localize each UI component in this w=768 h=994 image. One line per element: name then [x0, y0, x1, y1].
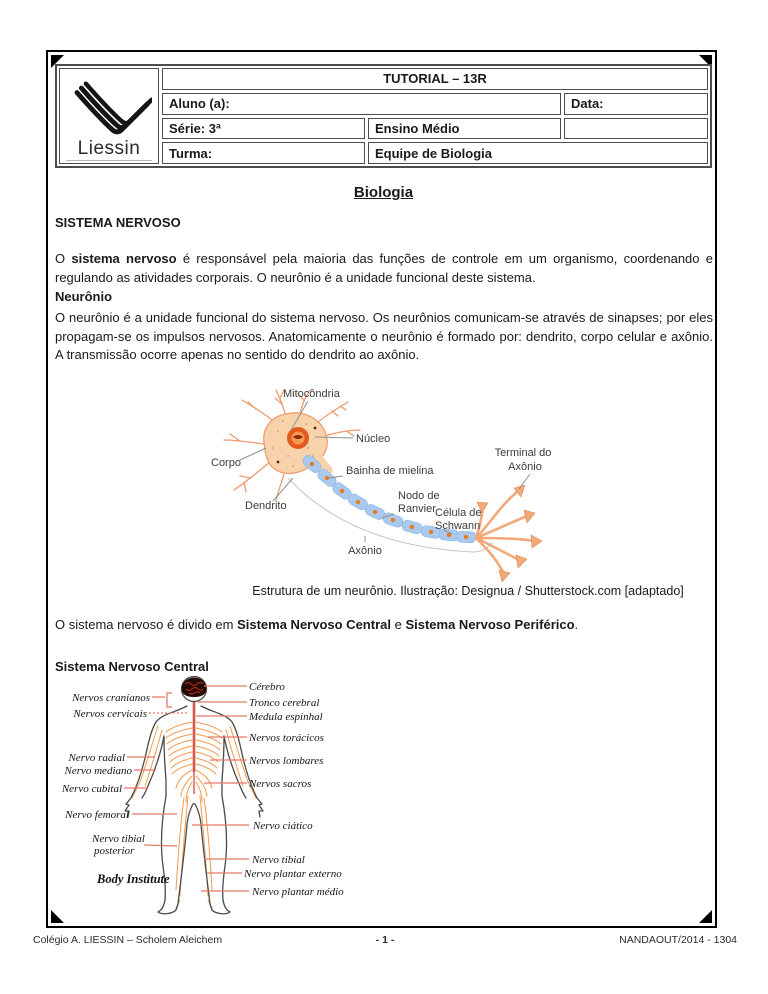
- page-footer: [33, 934, 737, 946]
- label-celula-de-schwann-2: Schwann: [435, 520, 481, 532]
- liessin-logo-icon: [66, 73, 152, 137]
- nucleus: [287, 427, 309, 449]
- heading-sistema-nervoso-central: Sistema Nervoso Central: [55, 659, 209, 674]
- label-nervo-plantar-externo: Nervo plantar externo: [244, 868, 342, 880]
- heading-sistema-nervoso: SISTEMA NERVOSO: [55, 215, 181, 230]
- label-cerebro: Cérebro: [249, 681, 285, 693]
- header-cell-serie: Série: 3ª: [162, 118, 365, 140]
- label-tronco-cerebral: Tronco cerebral: [249, 697, 320, 709]
- label-nervo-tibial-posterior-1: Nervo tibial: [92, 833, 145, 845]
- label-nervo-radial: Nervo radial: [68, 752, 125, 764]
- header-cell-ensino: Ensino Médio: [368, 118, 561, 140]
- heading-neuronio: Neurônio: [55, 289, 113, 304]
- label-nervo-mediano: Nervo mediano: [64, 765, 132, 777]
- label-medula-espinhal: Medula espinhal: [249, 711, 323, 723]
- label-terminal-do-axonio-2: Axônio: [508, 461, 542, 473]
- label-nervos-cranianos: Nervos cranianos: [72, 692, 150, 704]
- logo-cell: [59, 68, 159, 164]
- label-nodo-de-ranvier-2: Ranvier: [398, 503, 436, 515]
- label-corpo: Corpo: [211, 457, 241, 469]
- paragraph-1: O sistema nervoso é responsável pela maioria das funções de controle em um organismo, coordenando e regulando as atividades corporais. O neurônio é a unidade funcional deste sistema.: [55, 251, 713, 285]
- neuron-figure: [188, 386, 608, 584]
- paragraph-3: O sistema nervoso é divido em Sistema Nervoso Central e Sistema Nervoso Periférico.: [55, 617, 579, 632]
- label-nervos-sacros: Nervos sacros: [249, 778, 312, 790]
- label-nervo-ciatico: Nervo ciático: [253, 820, 313, 832]
- label-nodo-de-ranvier-1: Nodo de: [398, 490, 440, 502]
- header-cell-data: Data:: [564, 93, 708, 115]
- label-nervo-tibial: Nervo tibial: [252, 854, 305, 866]
- label-bainha-de-mielina: Bainha de mielina: [346, 465, 434, 477]
- label-nervos-cervicais: Nervos cervicais: [73, 708, 147, 720]
- footer-school: Colégio A. LIESSIN – Scholem Aleichem: [33, 934, 223, 946]
- label-nervo-tibial-posterior-2: posterior: [94, 845, 135, 857]
- body-figure: [52, 676, 397, 924]
- label-nervo-cubital: Nervo cubital: [61, 783, 122, 795]
- label-nucleo: Núcleo: [356, 433, 391, 445]
- logo-wordmark: Liessin: [66, 138, 152, 161]
- header-cell-tutorial: TUTORIAL – 13R: [162, 68, 708, 90]
- label-nervo-femoral: Nervo femoral: [65, 809, 129, 821]
- header-cell-turma: Turma:: [162, 142, 365, 164]
- label-celula-de-schwann-1: Célula de: [435, 507, 482, 519]
- label-terminal-do-axonio-1: Terminal do: [494, 447, 552, 459]
- label-nervo-plantar-medio: Nervo plantar médio: [252, 886, 344, 898]
- label-body-institute: Body Institute: [97, 872, 170, 886]
- header-cell-aluno: Aluno (a):: [162, 93, 561, 115]
- corner-mark-bottom-right: [699, 910, 712, 923]
- page-title: Biologia: [353, 184, 414, 201]
- figure1-caption: Estrutura de um neurônio. Ilustração: Designua / Shutterstock.com [adaptado]: [252, 584, 684, 598]
- label-dendrito: Dendrito: [245, 500, 287, 512]
- header-table: [55, 64, 712, 168]
- label-nervos-lombares: Nervos lombares: [249, 755, 324, 767]
- header-cell-blank: [564, 118, 708, 140]
- paragraph-2: O neurônio é a unidade funcional do sistema nervoso. Os neurônios comunicam-se através de sinapses; por eles propagam-se os impulsos nervosos. Anatomicamente o neurônio é formado por: dendrito, corpo celular e axônio. A transmissão ocorre apenas no sentido do dendrito ao axônio.: [55, 310, 713, 362]
- axon-terminal: [476, 485, 542, 582]
- label-mitocondria: Mitocôndria: [283, 388, 340, 400]
- footer-doc-code: NANDAOUT/2014 - 1304: [619, 934, 738, 946]
- label-nervos-toracicos: Nervos torácicos: [249, 732, 324, 744]
- header-cell-equipe: Equipe de Biologia: [368, 142, 708, 164]
- footer-page-number: - 1 -: [375, 934, 395, 946]
- label-axonio: Axônio: [348, 545, 382, 557]
